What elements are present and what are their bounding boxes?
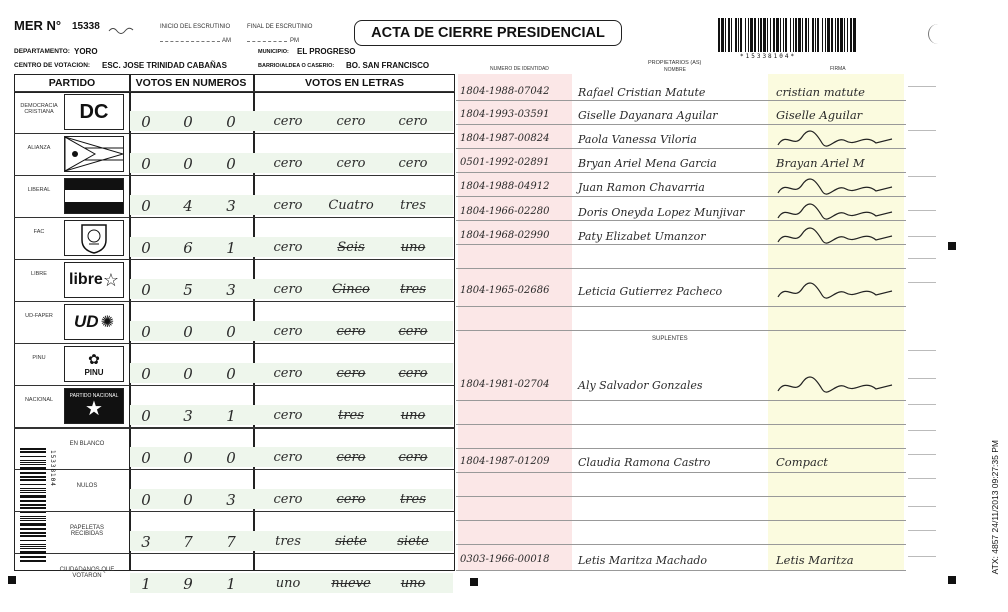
vote-word: cero	[336, 450, 366, 465]
dni-number: 1804-1987-01209	[460, 456, 550, 467]
signature-text: Letis Maritza	[776, 553, 854, 567]
inicio-am: AM	[222, 38, 231, 44]
dni-number: 1804-1993-03591	[460, 109, 550, 120]
signer-name: Juan Ramon Chavarria	[578, 181, 705, 194]
vote-word: cero	[273, 156, 303, 171]
dni-number: 1804-1988-07042	[460, 86, 550, 97]
signature-scribble	[776, 177, 896, 204]
total-name: PAPELETAS RECIBIDAS	[69, 525, 105, 537]
signer-row-line	[456, 520, 906, 521]
vote-word: tres	[338, 408, 364, 423]
vote-digit: 0	[226, 113, 236, 131]
signer-row-line	[456, 172, 906, 173]
vote-digit: 3	[226, 281, 236, 299]
numero-identidad-label: NUMERO DE IDENTIDAD	[490, 66, 549, 72]
vote-word: siete	[335, 534, 367, 549]
vote-digit: 0	[141, 155, 151, 173]
vote-digit: 7	[226, 533, 236, 551]
vote-word: tres	[275, 534, 301, 549]
margin-mark	[908, 506, 936, 507]
vote-word: cero	[273, 240, 303, 255]
vote-digit: 0	[141, 281, 151, 299]
signature-text: Giselle Aguilar	[776, 108, 863, 122]
signer-name: Claudia Ramona Castro	[578, 456, 711, 469]
departamento-label: DEPARTAMENTO:	[14, 48, 70, 55]
vote-digit: 0	[183, 155, 193, 173]
margin-mark	[908, 530, 936, 531]
vote-word: cero	[273, 408, 303, 423]
vote-digit: 3	[183, 407, 193, 425]
party-name: NACIONAL	[24, 397, 54, 403]
vote-word: siete	[397, 534, 429, 549]
vote-digit: 3	[226, 491, 236, 509]
vote-digit: 0	[141, 365, 151, 383]
signer-name: Bryan Ariel Mena Garcia	[578, 157, 717, 170]
acta-title: ACTA DE CIERRE PRESIDENCIAL	[354, 20, 622, 46]
total-name: CIUDADANOS QUE VOTARON	[59, 567, 115, 579]
margin-mark	[908, 454, 936, 455]
signer-row-line	[456, 330, 906, 331]
vote-word: cero	[398, 114, 428, 129]
vote-digit: 3	[226, 197, 236, 215]
vote-word: Cinco	[332, 282, 370, 297]
vote-digit: 1	[141, 575, 151, 593]
vote-digit: 0	[141, 449, 151, 467]
vote-digit: 0	[141, 323, 151, 341]
signer-row-line	[456, 544, 906, 545]
margin-mark	[908, 282, 936, 283]
municipio-label: MUNICIPIO:	[258, 49, 289, 55]
vote-digit: 0	[183, 491, 193, 509]
margin-mark	[908, 556, 936, 557]
party-name: LIBERAL	[27, 187, 51, 193]
vote-word: cero	[273, 114, 303, 129]
margin-mark	[908, 236, 936, 237]
vote-digit: 0	[141, 239, 151, 257]
signature-scribble	[776, 281, 896, 308]
party-name: LIBRE	[31, 271, 47, 277]
signer-row-line	[456, 100, 906, 101]
vote-digit: 1	[226, 575, 236, 593]
vote-word: Cuatro	[328, 198, 374, 213]
signer-row-line	[456, 496, 906, 497]
signer-name: Leticia Gutierrez Pacheco	[578, 285, 723, 298]
vote-digit: 9	[183, 575, 193, 593]
signature-scribble	[776, 226, 896, 253]
vote-digit: 7	[183, 533, 193, 551]
dni-number: 0501-1992-02891	[460, 157, 550, 168]
nombre-label: NOMBRE	[664, 67, 686, 73]
vote-word: cero	[273, 366, 303, 381]
vote-word: cero	[273, 492, 303, 507]
vote-word: tres	[400, 282, 426, 297]
departamento-value: YORO	[74, 47, 98, 56]
vote-word: uno	[400, 408, 426, 423]
dni-number: 1804-1965-02686	[460, 285, 550, 296]
vote-word: cero	[398, 324, 428, 339]
vote-digit: 0	[226, 323, 236, 341]
vote-word: cero	[273, 450, 303, 465]
sun-icon: ✺	[100, 314, 114, 331]
vote-digit: 0	[226, 365, 236, 383]
star-icon: ☆	[102, 269, 119, 290]
signature-text: Compact	[776, 455, 828, 469]
margin-mark	[908, 210, 936, 211]
margin-mark	[908, 86, 936, 87]
signer-row-line	[456, 472, 906, 473]
signer-name: Paola Vanessa Viloria	[578, 133, 697, 146]
signer-row-line	[456, 124, 906, 125]
barrio-label: BARRIO/ALDEA O CASERIO:	[258, 63, 335, 69]
signature-text: Brayan Ariel M	[776, 156, 865, 170]
reg-mark	[470, 578, 478, 586]
signature-text: cristian matute	[776, 85, 865, 99]
ud-logo-text: UD	[74, 312, 99, 331]
signer-name: Aly Salvador Gonzales	[578, 379, 703, 392]
dni-number: 1804-1987-00824	[460, 133, 550, 144]
signer-row-line	[456, 424, 906, 425]
propietarios-label: PROPIETARIOS (AS)	[648, 60, 702, 66]
dni-number: 1804-1968-02990	[460, 230, 550, 241]
party-name: ALIANZA	[27, 145, 51, 151]
vote-word: cero	[336, 156, 366, 171]
final-pm: PM	[290, 38, 299, 44]
margin-mark	[908, 350, 936, 351]
vote-word: cero	[336, 114, 366, 129]
vote-word: Seis	[337, 240, 365, 255]
signer-name: Doris Oneyda Lopez Munjivar	[578, 206, 745, 219]
vote-digit: 0	[226, 449, 236, 467]
firma-label: FIRMA	[830, 66, 846, 72]
margin-mark	[908, 258, 936, 259]
vote-word: cero	[398, 450, 428, 465]
vote-word: tres	[400, 492, 426, 507]
signer-name: Paty Elizabet Umanzor	[578, 230, 706, 243]
mer-label: MER N°	[14, 18, 62, 33]
reg-mark	[948, 576, 956, 584]
vote-word: tres	[400, 198, 426, 213]
vote-digit: 0	[226, 155, 236, 173]
signer-name: Letis Maritza Machado	[578, 554, 708, 567]
dni-number: 1804-1988-04912	[460, 181, 550, 192]
vote-digit: 0	[183, 323, 193, 341]
vote-digit: 5	[183, 281, 193, 299]
signer-name: Giselle Dayanara Aguilar	[578, 109, 718, 122]
vote-digit: 0	[141, 197, 151, 215]
margin-mark	[908, 130, 936, 131]
vote-digit: 0	[141, 491, 151, 509]
final-label: FINAL DE ESCRUTINIO	[247, 24, 313, 30]
vote-digit: 0	[141, 407, 151, 425]
vote-word: uno	[275, 576, 301, 591]
signature-scribble	[776, 375, 896, 402]
pinu-logo-text: PINU	[84, 368, 104, 377]
signature-scribble	[776, 129, 896, 156]
vote-digit: 0	[183, 113, 193, 131]
party-name: DEMOCRACIA CRISTIANA	[20, 103, 58, 115]
signer-row-line	[456, 570, 906, 571]
nacional-logo-text: PARTIDO NACIONAL	[69, 393, 119, 399]
reg-mark	[948, 242, 956, 250]
atx-stamp: ATX: 4857 24/11/2013 09:27:35 PM	[990, 440, 1000, 575]
vote-digit: 0	[183, 365, 193, 383]
vote-word: cero	[336, 366, 366, 381]
signer-row-line	[456, 448, 906, 449]
vote-word: uno	[400, 576, 426, 591]
col-partido: PARTIDO	[48, 77, 96, 89]
total-name: NULOS	[76, 483, 98, 489]
vote-word: cero	[336, 492, 366, 507]
total-name: EN BLANCO	[69, 441, 105, 447]
vote-digit: 1	[226, 407, 236, 425]
vote-digit: 6	[183, 239, 193, 257]
margin-mark	[908, 176, 936, 177]
margin-mark	[908, 478, 936, 479]
vote-word: cero	[336, 324, 366, 339]
suplentes-label: SUPLENTES	[652, 336, 688, 342]
col-letras: VOTOS EN LETRAS	[305, 77, 404, 89]
vote-word: cero	[398, 156, 428, 171]
libre-logo-text: libre	[69, 271, 103, 288]
party-name: PINU	[32, 355, 46, 361]
vote-digit: 4	[183, 197, 193, 215]
dni-number: 1804-1981-02704	[460, 379, 550, 390]
col-numeros: VOTOS EN NUMEROS	[135, 77, 247, 89]
dc-logo-text: DC	[79, 100, 109, 123]
municipio-value: EL PROGRESO	[297, 47, 356, 56]
mer-number: 15338	[72, 21, 100, 32]
margin-mark	[908, 378, 936, 379]
star-icon: ★	[85, 398, 103, 420]
pinu-flower-icon: ✿	[88, 351, 100, 367]
signer-row-line	[456, 268, 906, 269]
signer-name: Rafael Cristian Matute	[578, 86, 706, 99]
barrio-value: BO. SAN FRANCISCO	[346, 61, 430, 70]
vote-word: nueve	[331, 576, 371, 591]
reg-mark	[8, 576, 16, 584]
vote-digit: 0	[183, 449, 193, 467]
inicio-label: INICIO DEL ESCRUTINIO	[160, 24, 231, 30]
margin-mark	[908, 430, 936, 431]
dni-number: 1804-1966-02280	[460, 206, 550, 217]
barcode-number: *15338104*	[740, 53, 797, 60]
vote-digit: 3	[141, 533, 151, 551]
dni-number: 0303-1966-00018	[460, 554, 550, 565]
vote-word: cero	[273, 198, 303, 213]
signature-scribble	[776, 202, 896, 229]
centro-label: CENTRO DE VOTACION:	[14, 62, 91, 69]
party-name: FAC	[33, 229, 45, 235]
centro-value: ESC. JOSE TRINIDAD CABAÑAS	[102, 61, 227, 70]
margin-mark	[908, 404, 936, 405]
vote-word: uno	[400, 240, 426, 255]
vote-word: cero	[273, 324, 303, 339]
left-barcode-number: 15338104	[49, 450, 56, 487]
vote-digit: 1	[226, 239, 236, 257]
party-name: UD-FAPER	[25, 313, 53, 319]
vote-digit: 0	[141, 113, 151, 131]
vote-word: cero	[398, 366, 428, 381]
vote-word: cero	[273, 282, 303, 297]
